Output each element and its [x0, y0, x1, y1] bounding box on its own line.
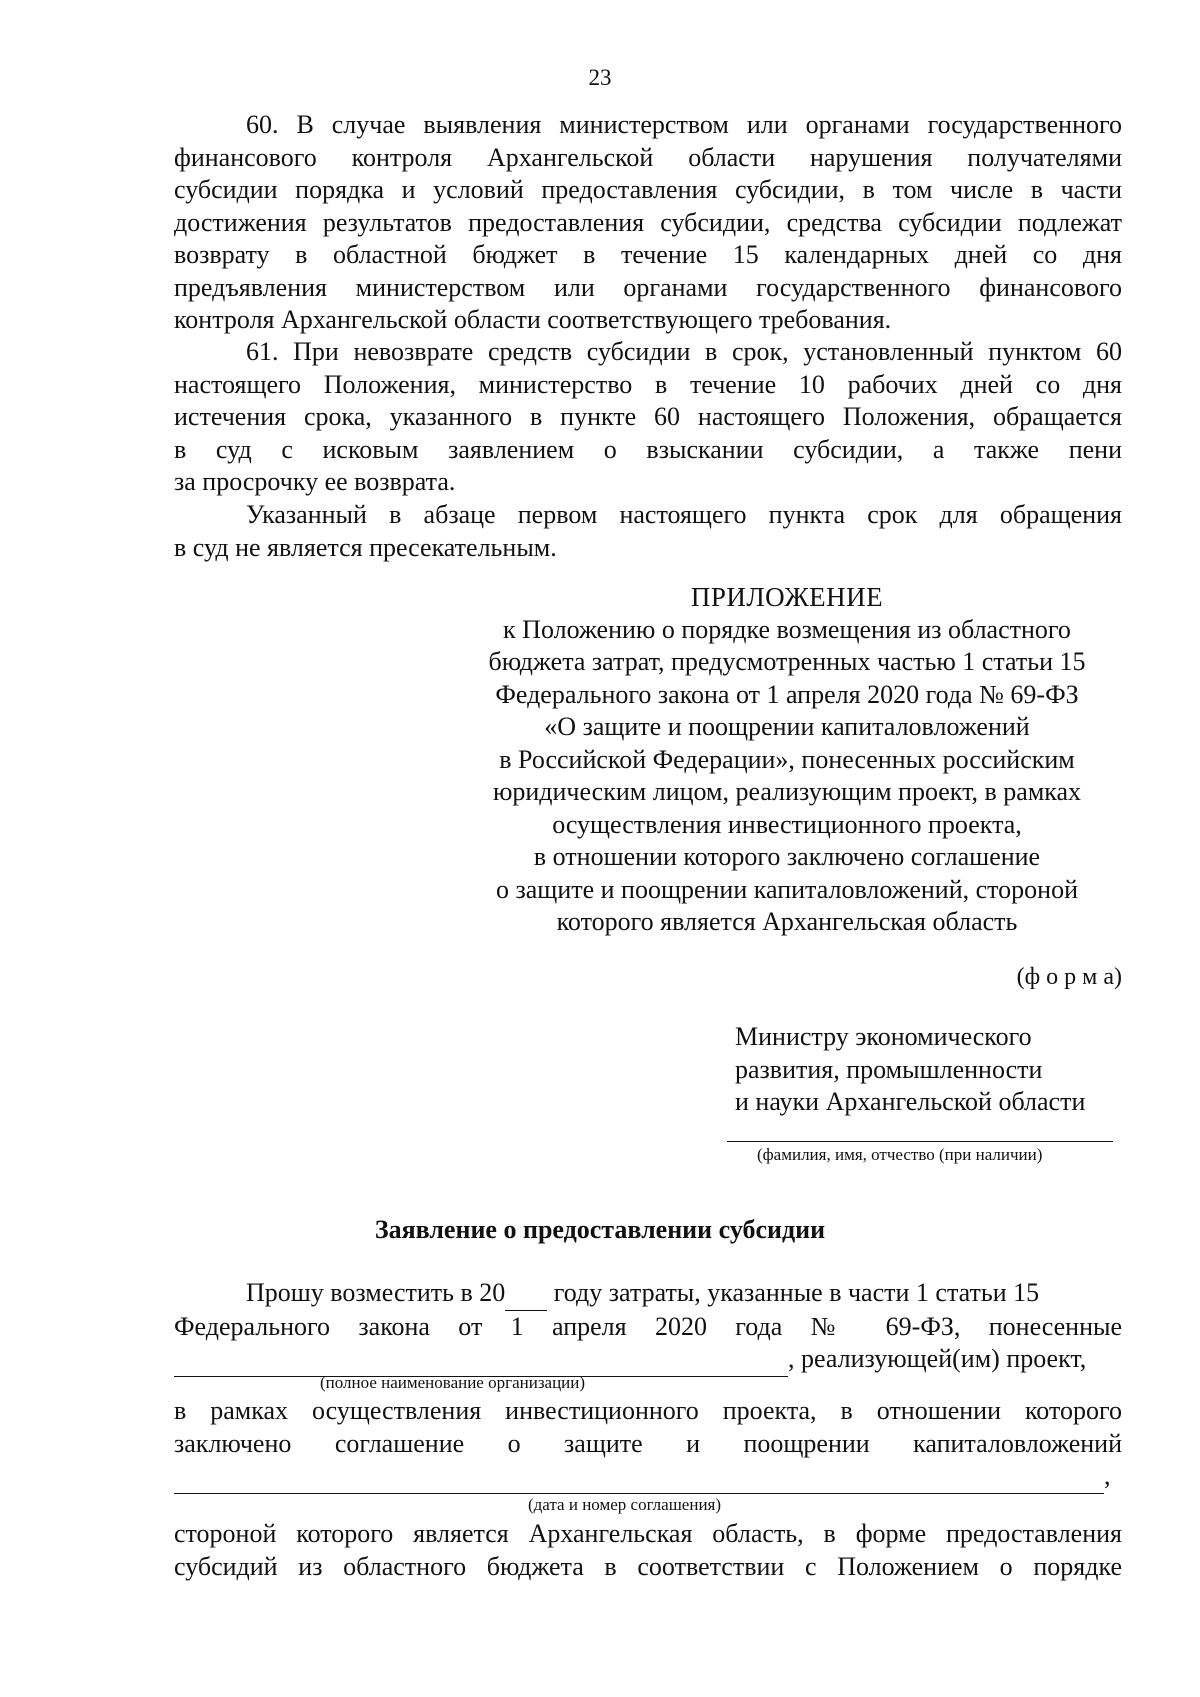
section-60: [174, 109, 1122, 337]
appendix-header: [450, 581, 1124, 939]
statement-line-8: субсидий из областного бюджета в соответствии с Положением о порядке: [174, 1551, 1122, 1581]
form-mark: (ф о р м а): [1016, 964, 1122, 990]
section-61-paragraph-2: [174, 499, 1122, 564]
recipient-line: развития, промышленности: [735, 1054, 1043, 1084]
agreement-field[interactable]: [174, 1460, 1104, 1494]
appendix-line: бюджета затрат, предусмотренных частью 1 статьи 15: [488, 647, 1086, 676]
statement-line-1: [174, 1277, 1122, 1311]
section-60-line: контроля Архангельской области соответствующего требования.: [174, 305, 892, 334]
agreement-caption: (дата и номер соглашения): [528, 1495, 722, 1514]
section-60-line: возврату в областной бюджет в течение 15 календарных дней со дня: [174, 240, 1122, 269]
section-61-line: 61. При невозврате средств субсидии в срок, установленный пунктом 60: [246, 337, 1122, 366]
appendix-line: «О защите и поощрении капиталовложений: [544, 712, 1030, 741]
year-field[interactable]: [505, 1277, 547, 1311]
statement-line-5: заключено соглашение о защите и поощрении капиталовложений: [174, 1428, 1122, 1458]
section-60-line: субсидии порядка и условий предоставления субсидии, в том числе в части: [174, 175, 1122, 204]
statement-title: Заявление о предоставлении субсидии: [374, 1215, 826, 1244]
statement-body-top: [174, 1277, 1122, 1377]
section-61-line: истечения срока, указанного в пункте 60 настоящего Положения, обращается: [174, 402, 1122, 431]
section-60-line: предъявления министерством или органами государственного финансового: [174, 272, 1122, 302]
section-61-par2-line: Указанный в абзаце первом настоящего пункта срок для обращения: [246, 500, 1122, 529]
appendix-line: которого является Архангельская область: [556, 907, 1018, 936]
recipient-name-field[interactable]: [727, 1141, 1113, 1142]
recipient-line: Министру экономического: [735, 1022, 1032, 1051]
section-61-par2-line: в суд не является пресекательным.: [174, 532, 557, 562]
appendix-line: осуществления инвестиционного проекта,: [552, 809, 1022, 839]
section-60-line: финансового контроля Архангельской области нарушения получателями: [174, 142, 1122, 172]
appendix-title: ПРИЛОЖЕНИЕ: [690, 582, 884, 612]
statement-line-6-end: ,: [1104, 1461, 1111, 1490]
recipient-name-caption: (фамилия, имя, отчество (при наличии): [757, 1145, 1043, 1164]
statement-line-6: [174, 1460, 1122, 1494]
statement-line-3: [174, 1343, 1122, 1377]
statement-line-1-end: году затраты, указанные в части 1 статьи 15: [547, 1278, 1040, 1307]
statement-line-7: стороной которого является Архангельская область, в форме предоставления: [174, 1519, 1122, 1548]
statement-line-1-start: Прошу возместить в 20: [246, 1278, 506, 1307]
organization-name-field[interactable]: [174, 1343, 788, 1377]
recipient-block: [735, 1021, 1085, 1119]
section-61-line: в суд с исковым заявлением о взыскании субсидии, а также пени: [174, 434, 1122, 464]
appendix-line: к Положению о порядке возмещения из областного: [503, 614, 1071, 644]
organization-caption: (полное наименование организации): [320, 1373, 586, 1392]
section-60-line: 60. В случае выявления министерством или органами государственного: [246, 110, 1122, 139]
appendix-line: юридическим лицом, реализующим проект, в рамках: [492, 777, 1082, 806]
section-60-line: достижения результатов предоставления субсидии, средства субсидии подлежат: [174, 207, 1122, 237]
statement-body-bottom: [174, 1518, 1122, 1583]
statement-line-2: Федерального закона от 1 апреля 2020 года № 69-ФЗ, понесенные: [174, 1311, 1122, 1341]
appendix-line: в отношении которого заключено соглашение: [533, 842, 1041, 871]
statement-line-3-end: , реализующей(им) проект,: [788, 1344, 1087, 1373]
section-61-line: настоящего Положения, министерство в течение 10 рабочих дней со дня: [174, 369, 1122, 399]
appendix-line: в Российской Федерации», понесенных российским: [499, 744, 1075, 774]
recipient-line: и науки Архангельской области: [735, 1087, 1086, 1116]
section-61: [174, 336, 1122, 499]
statement-line-4: в рамках осуществления инвестиционного проекта, в отношении которого: [174, 1396, 1122, 1425]
section-61-line: за просрочку ее возврата.: [174, 467, 456, 496]
statement-body-middle: [174, 1395, 1122, 1494]
appendix-line: Федерального закона от 1 апреля 2020 года № 69-ФЗ: [495, 679, 1079, 709]
page-number: 23: [588, 65, 612, 90]
appendix-line: о защите и поощрении капиталовложений, стороной: [495, 874, 1079, 904]
